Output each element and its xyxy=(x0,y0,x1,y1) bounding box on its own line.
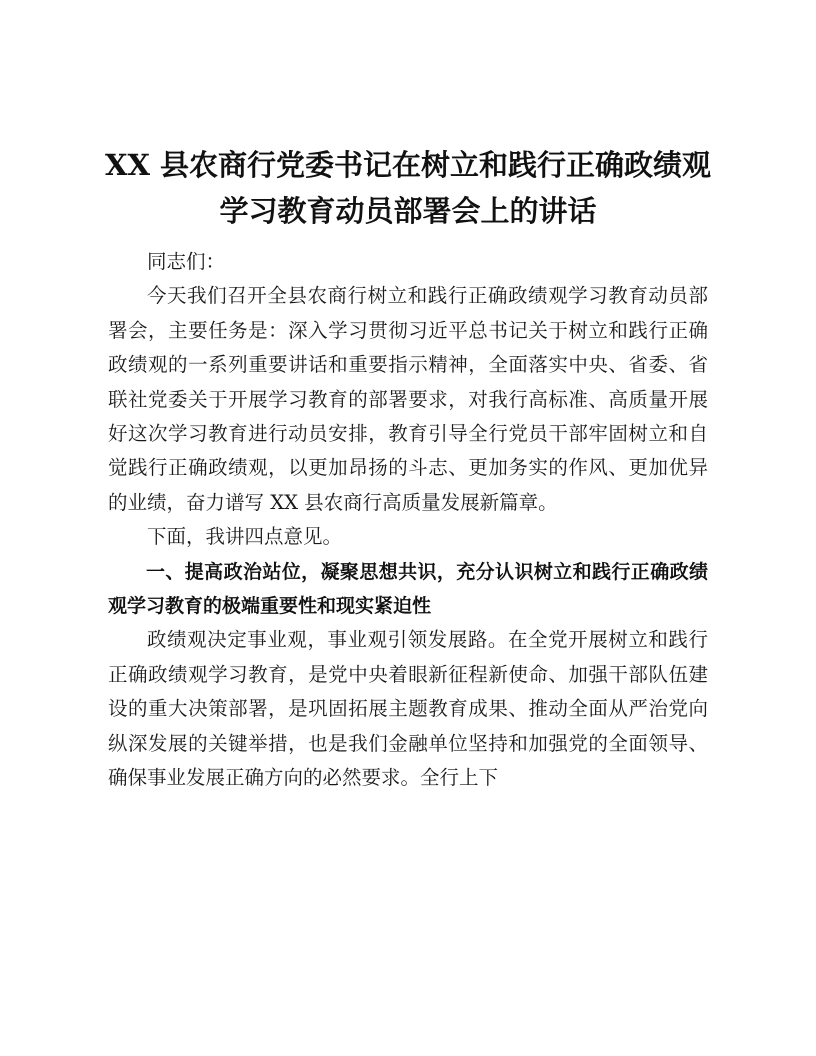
section-heading-1: 一、提高政治站位，凝聚思想共识，充分认识树立和践行正确政绩观学习教育的极端重要性和现实紧迫性 xyxy=(108,560,708,618)
salutation: 同志们： xyxy=(147,250,226,273)
paragraph-section-1: 政绩观决定事业观，事业观引领发展路。在全党开展树立和践行正确政绩观学习教育，是党中央着眼新征程新使命、加强干部队伍建设的重大决策部署，是巩固拓展主题教育成果、推动全面从严治党向纵深发展的关键举措，也是我们金融单位坚持和加强党的全面领导、确保事业发展正确方向的必然要求。全行上下 xyxy=(108,628,708,790)
paragraph-outline: 下面，我讲四点意见。 xyxy=(147,525,343,549)
paragraph-intro: 今天我们召开全县农商行树立和践行正确政绩观学习教育动员部署会，主要任务是：深入学习贯彻习近平总书记关于树立和践行正确政绩观的一系列重要讲话和重要指示精神，全面落实中央、省委、省联社党委关于开展学习教育的部署要求，对我行高标准、高质量开展好这次学习教育进行动员安排，教育引导全行党员干部牢固树立和自觉践行正确政绩观，以更加昂扬的斗志、更加务实的作风、更加优异的业绩，奋力谱写 XX 县农商行高质量发展新篇章。 xyxy=(108,284,708,514)
document-title-line-1: XX 县农商行党委书记在树立和践行正确政绩观 xyxy=(104,148,712,182)
document-title-line-2: 学习教育动员部署会上的讲话 xyxy=(219,194,597,228)
document-body xyxy=(108,245,708,796)
